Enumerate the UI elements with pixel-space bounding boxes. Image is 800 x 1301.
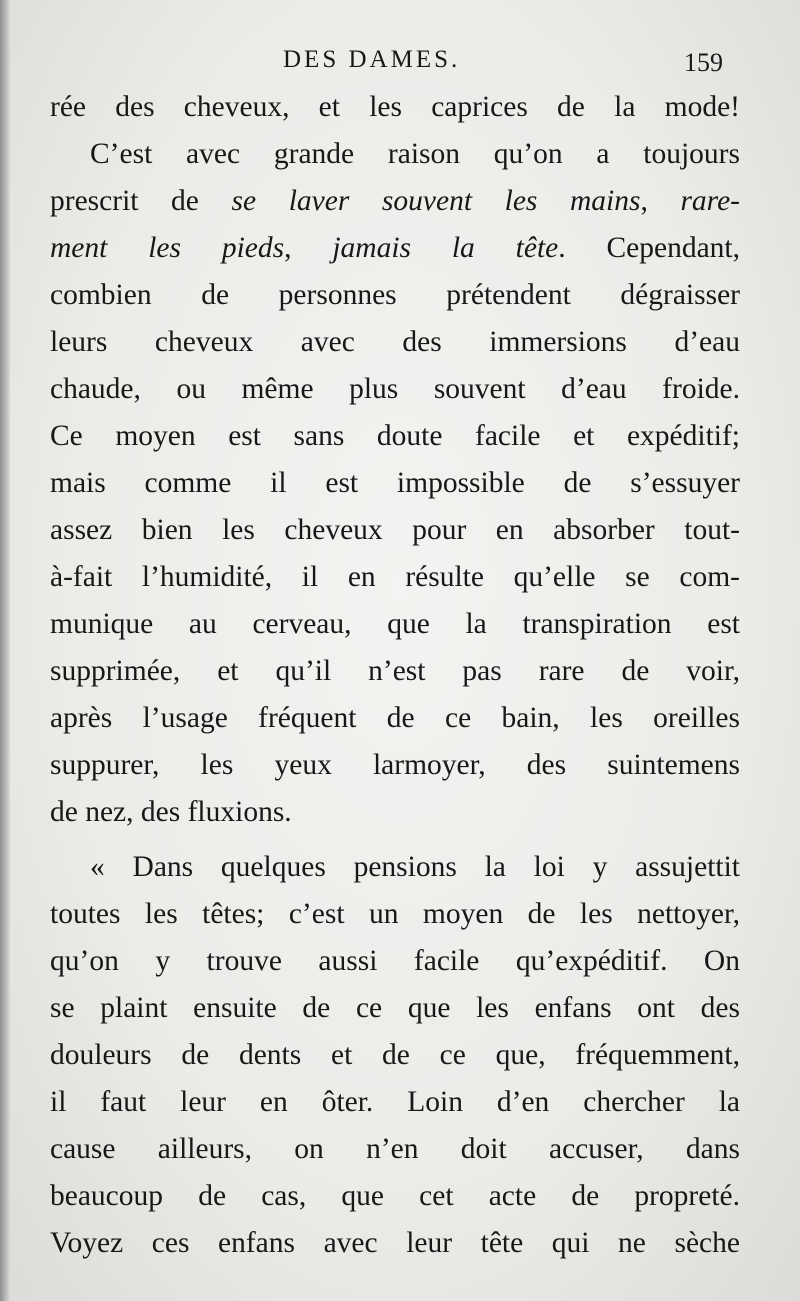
text-segment: . Cependant, <box>558 232 741 264</box>
italic-phrase: se laver souvent les mains <box>231 185 641 217</box>
paragraph-end-line: de nez, des fluxions. <box>50 796 292 828</box>
body-text <box>50 84 740 1267</box>
text-line: munique au cerveau, que la transpiration est <box>50 608 740 640</box>
text-line: suppurer, les yeux larmoyer, des suintemens <box>50 749 740 781</box>
paragraph-start-line: « Dans quelques pensions la loi y assujettit <box>90 851 740 883</box>
text-line: à-fait l’humidité, il en résulte qu’elle se com- <box>50 561 740 593</box>
text-line: Ce moyen est sans doute facile et expéditif; <box>50 420 740 452</box>
text-line: combien de personnes prétendent dégraisser <box>50 279 740 311</box>
italic-phrase: ment les pieds <box>50 232 285 264</box>
text-line: toutes les têtes; c’est un moyen de les nettoyer, <box>50 898 740 930</box>
text-line: chaude, ou même plus souvent d’eau froide. <box>50 373 740 405</box>
text-line: après l’usage fréquent de ce bain, les oreilles <box>50 702 740 734</box>
italic-phrase: jamais la tête <box>332 232 559 264</box>
text-line: beaucoup de cas, que cet acte de propreté. <box>50 1180 740 1212</box>
page-number: 159 <box>684 48 723 77</box>
text-line: se plaint ensuite de ce que les enfans ont des <box>50 992 740 1024</box>
text-line <box>50 225 740 272</box>
running-title: DES DAMES. <box>283 46 461 73</box>
text-segment: , <box>640 185 681 217</box>
paragraph-start-line: C’est avec grande raison qu’on a toujours <box>90 138 740 170</box>
text-line: mais comme il est impossible de s’essuyer <box>50 467 740 499</box>
text-line: rée des cheveux, et les caprices de la mode! <box>50 91 740 123</box>
text-line: cause ailleurs, on n’en doit accuser, dans <box>50 1133 740 1165</box>
text-line: supprimée, et qu’il n’est pas rare de voir, <box>50 655 740 687</box>
running-header <box>0 46 800 82</box>
text-segment: , <box>284 232 333 264</box>
page-edge-shadow <box>0 0 10 1301</box>
italic-phrase: rare- <box>680 185 740 217</box>
text-line <box>50 178 740 225</box>
text-line: il faut leur en ôter. Loin d’en chercher la <box>50 1086 740 1118</box>
text-segment: prescrit de <box>50 185 232 217</box>
text-line: qu’on y trouve aussi facile qu’expéditif. On <box>50 945 740 977</box>
text-line: Voyez ces enfans avec leur tête qui ne sèche <box>50 1227 740 1259</box>
text-line: assez bien les cheveux pour en absorber tout- <box>50 514 740 546</box>
text-line: douleurs de dents et de ce que, fréquemment, <box>50 1039 740 1071</box>
text-line: leurs cheveux avec des immersions d’eau <box>50 326 740 358</box>
